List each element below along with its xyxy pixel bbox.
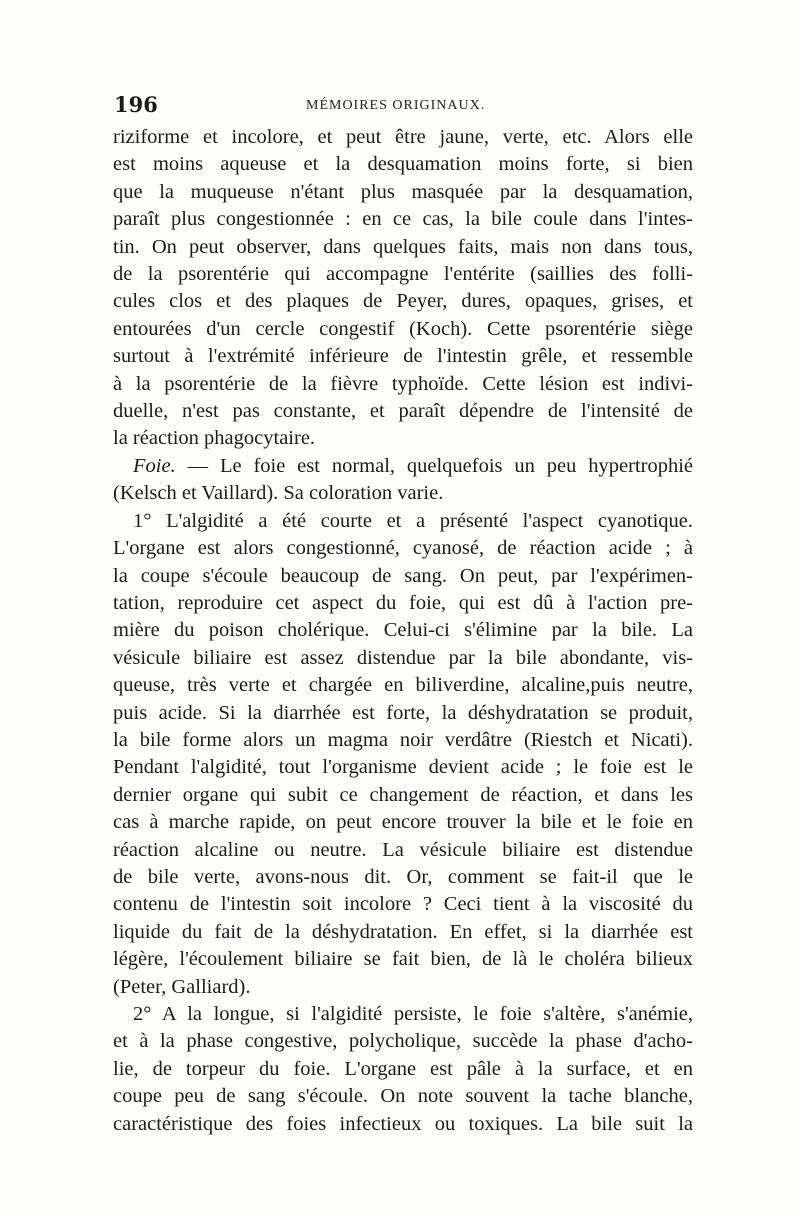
text-line: de bile verte, avons-nous dit. Or, comment se fait-il que le (113, 865, 693, 888)
text-line: tin. On peut observer, dans quelques faits, mais non dans tous, (113, 235, 693, 258)
paragraph-point-1 (113, 508, 693, 1001)
text-line: (Kelsch et Vaillard). Sa coloration varie. (113, 482, 444, 505)
text-line: duelle, n'est pas constante, et paraît dépendre de l'intensité de (113, 400, 693, 423)
page-number: 196 (114, 92, 158, 117)
text-line: Pendant l'algidité, tout l'organisme devient acide ; le foie est le (113, 756, 693, 779)
text-line: est moins aqueuse et la desquamation moins forte, si bien (113, 153, 693, 176)
text-line: cas à marche rapide, on peut encore trouver la bile et le foie en (113, 811, 693, 834)
text-line: (Peter, Galliard). (113, 975, 251, 998)
text-line: entourées d'un cercle congestif (Koch). Cette psorentérie siège (113, 317, 693, 340)
text-line: de la psorentérie qui accompagne l'entérite (saillies des folli- (113, 263, 693, 286)
text-line: la bile forme alors un magma noir verdâtre (Riestch et Nicati). (113, 728, 693, 751)
text-line: 1° L'algidité a été courte et a présenté l'aspect cyanotique. (133, 509, 693, 532)
text-line: lie, de torpeur du foie. L'organe est pâle à la surface, et en (113, 1057, 693, 1080)
text-line: mière du poison cholérique. Celui-ci s'élimine par la bile. La (113, 619, 693, 642)
body-text (113, 124, 693, 1138)
text-line: cules clos et des plaques de Peyer, dures, opaques, grises, et (113, 290, 693, 313)
section-head-foie: Foie. (133, 454, 176, 477)
page-header (114, 92, 694, 120)
text-line: contenu de l'intestin soit incolore ? Ceci tient à la viscosité du (113, 893, 693, 916)
text-line: la réaction phagocytaire. (113, 427, 316, 450)
text-line (113, 453, 693, 480)
text-line: paraît plus congestionnée : en ce cas, la bile coule dans l'intes- (113, 208, 693, 231)
text-line: 2° A la longue, si l'algidité persiste, le foie s'altère, s'anémie, (133, 1003, 693, 1025)
text-line: tation, reproduire cet aspect du foie, qui est dû à l'action pre- (113, 591, 693, 614)
text-line: dernier organe qui subit ce changement de réaction, et dans les (113, 783, 693, 806)
text-line: que la muqueuse n'étant plus masquée par la desquamation, (113, 180, 693, 203)
paragraph-foie (113, 453, 693, 508)
text-line: surtout à l'extrémité inférieure de l'intestin grêle, et ressemble (113, 345, 693, 368)
paragraph-point-2 (113, 1001, 693, 1138)
text-line: la coupe s'écoule beaucoup de sang. On peut, par l'expérimen- (113, 564, 693, 587)
text-line: riziforme et incolore, et peut être jaune, verte, etc. Alors elle (113, 126, 693, 148)
text-line: réaction alcaline ou neutre. La vésicule biliaire est distendue (113, 838, 693, 861)
text-line: légère, l'écoulement biliaire se fait bien, de là le choléra bilieux (113, 948, 693, 971)
text-line: coupe peu de sang s'écoule. On note souvent la tache blanche, (113, 1085, 693, 1108)
text-line: caractéristique des foies infectieux ou toxiques. La bile suit la (113, 1112, 693, 1135)
text-line: et à la phase congestive, polycholique, succède la phase d'acho- (113, 1030, 693, 1053)
text-line: à la psorentérie de la fièvre typhoïde. Cette lésion est indivi- (113, 372, 693, 395)
text-line: puis acide. Si la diarrhée est forte, la déshydratation se produit, (113, 701, 693, 724)
text-line: liquide du fait de la déshydratation. En effet, si la diarrhée est (113, 920, 693, 943)
running-head: MÉMOIRES ORIGINAUX. (306, 98, 486, 113)
text-line: queuse, très verte et chargée en biliverdine, alcaline,puis neutre, (113, 674, 693, 697)
text-line: L'organe est alors congestionné, cyanosé, de réaction acide ; à (113, 537, 693, 560)
text-run: — Le foie est normal, quelquefois un peu hypertrophié (175, 454, 693, 477)
text-line: vésicule biliaire est assez distendue par la bile abondante, vis- (113, 646, 693, 669)
paragraph-continuation (113, 124, 693, 453)
